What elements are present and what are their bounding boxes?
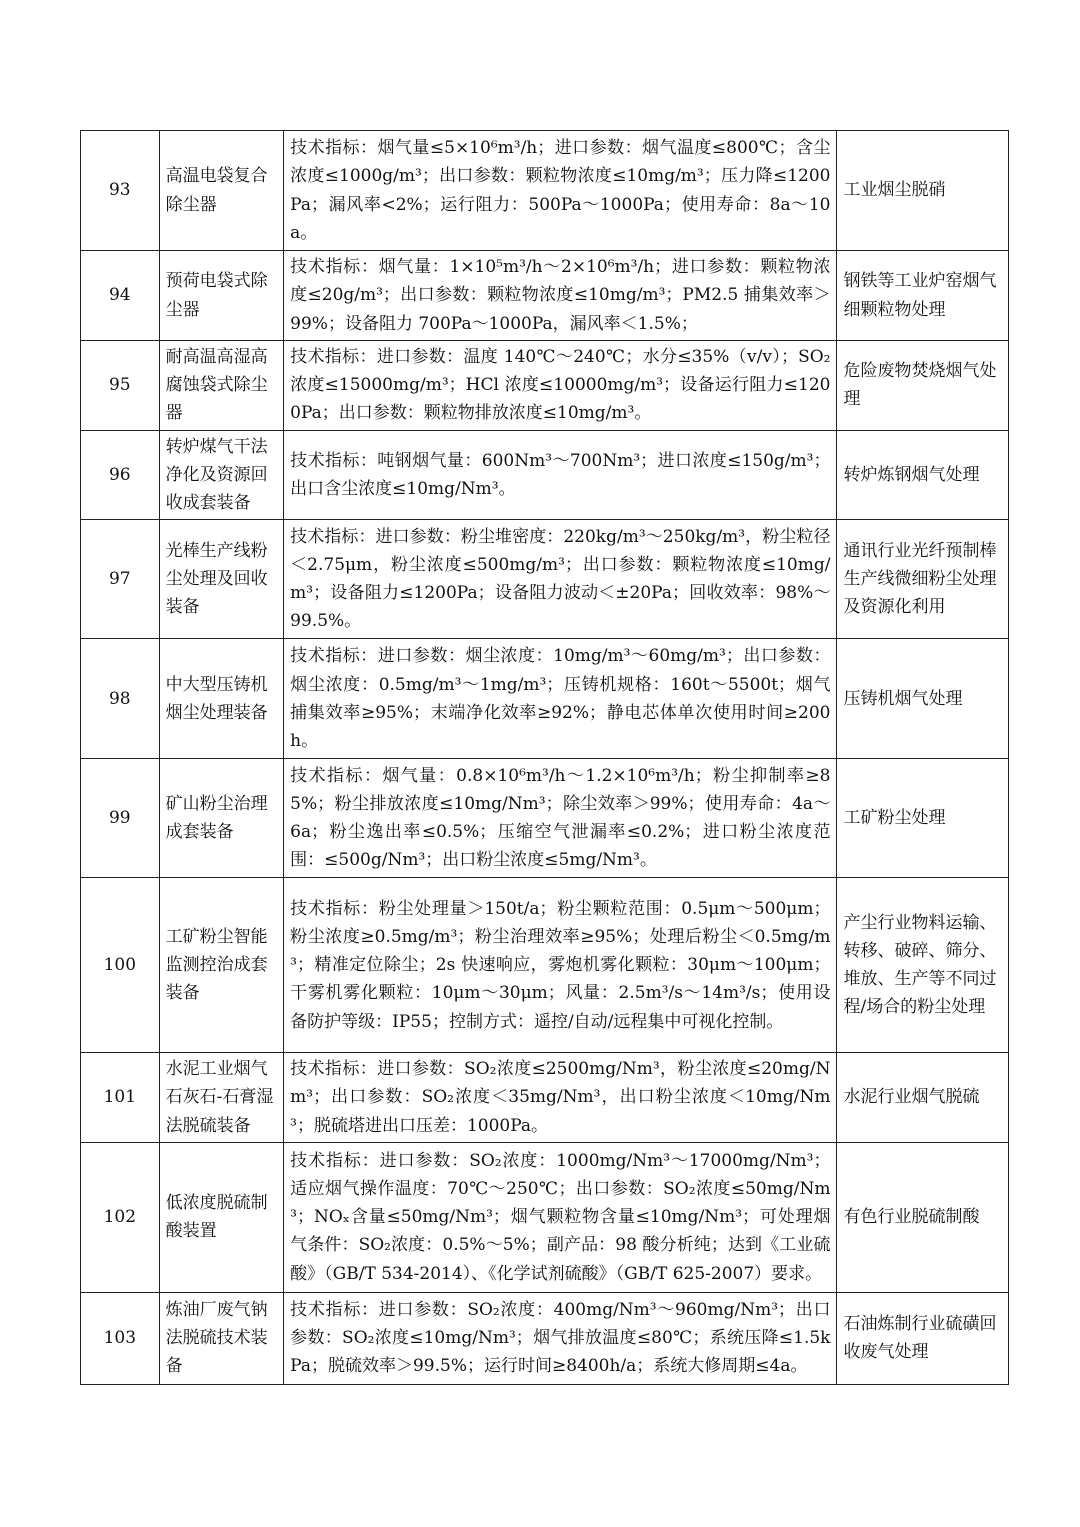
equipment-name: 耐高温高湿高腐蚀袋式除尘器 <box>159 341 284 431</box>
technical-indicators: 技术指标：烟气量≤5×10⁶m³/h；进口参数：烟气温度≤800℃；含尘浓度≤1000g/m³；出口参数：颗粒物浓度≤10mg/m³；压力降≤1200Pa；漏风率<2%；运行阻力：500Pa～1000Pa；使用寿命：8a～10a。 <box>284 131 837 251</box>
row-number: 93 <box>81 131 160 251</box>
row-number: 94 <box>81 251 160 341</box>
table-row <box>81 759 1009 878</box>
table-row <box>81 639 1009 759</box>
technical-indicators: 技术指标：烟气量：0.8×10⁶m³/h～1.2×10⁶m³/h；粉尘抑制率≥85%；粉尘排放浓度≤10mg/Nm³；除尘效率＞99%；使用寿命：4a～6a；粉尘逸出率≤0.5%；压缩空气泄漏率≤0.2%；进口粉尘浓度范围：≤500g/Nm³；出口粉尘浓度≤5mg/Nm³。 <box>284 759 837 878</box>
table-row <box>81 520 1009 639</box>
technical-indicators: 技术指标：粉尘处理量＞150t/a；粉尘颗粒范围：0.5μm～500μm；粉尘浓度≥0.5mg/m³；粉尘治理效率≥95%；处理后粉尘＜0.5mg/m³；精准定位除尘；2s 快速响应，雾炮机雾化颗粒：30μm～100μm；干雾机雾化颗粒：10μm～30μm；风量：2.5m³/s～14m³/s；使用设备防护等级：IP55；控制方式：遥控/自动/远程集中可视化控制。 <box>284 878 837 1053</box>
table-row <box>81 430 1009 520</box>
table-row <box>81 131 1009 251</box>
equipment-catalog-table <box>80 130 1009 1385</box>
table-row <box>81 878 1009 1053</box>
equipment-name: 矿山粉尘治理成套装备 <box>159 759 284 878</box>
application-field: 工矿粉尘处理 <box>837 759 1009 878</box>
row-number: 97 <box>81 520 160 639</box>
row-number: 98 <box>81 639 160 759</box>
table-body <box>81 131 1009 1385</box>
table-row <box>81 1142 1009 1292</box>
equipment-name: 水泥工业烟气石灰石-石膏湿法脱硫装备 <box>159 1053 284 1143</box>
application-field: 钢铁等工业炉窑烟气细颗粒物处理 <box>837 251 1009 341</box>
technical-indicators: 技术指标：吨钢烟气量：600Nm³～700Nm³；进口浓度≤150g/m³；出口含尘浓度≤10mg/Nm³。 <box>284 430 837 520</box>
equipment-name: 低浓度脱硫制酸装置 <box>159 1142 284 1292</box>
technical-indicators: 技术指标：进口参数：粉尘堆密度：220kg/m³～250kg/m³，粉尘粒径＜2.75μm，粉尘浓度≤500mg/m³；出口参数：颗粒物浓度≤10mg/m³；设备阻力≤1200Pa；设备阻力波动＜±20Pa；回收效率：98%～99.5%。 <box>284 520 837 639</box>
row-number: 96 <box>81 430 160 520</box>
row-number: 103 <box>81 1292 160 1384</box>
equipment-name: 预荷电袋式除尘器 <box>159 251 284 341</box>
table-row <box>81 341 1009 431</box>
row-number: 99 <box>81 759 160 878</box>
technical-indicators: 技术指标：进口参数：SO₂浓度：400mg/Nm³～960mg/Nm³；出口参数：SO₂浓度≤10mg/Nm³；烟气排放温度≤80℃；系统压降≤1.5kPa；脱硫效率＞99.5%；运行时间≥8400h/a；系统大修周期≤4a。 <box>284 1292 837 1384</box>
technical-indicators: 技术指标：进口参数：SO₂浓度：1000mg/Nm³～17000mg/Nm³；适应烟气操作温度：70℃～250℃；出口参数：SO₂浓度≤50mg/Nm³；NOₓ含量≤50mg/Nm³；烟气颗粒物含量≤10mg/Nm³；可处理烟气条件：SO₂浓度：0.5%～5%；副产品：98 酸分析纯；达到《工业硫酸》（GB/T 534-2014）、《化学试剂硫酸》（GB/T 625-2007）要求。 <box>284 1142 837 1292</box>
technical-indicators: 技术指标：烟气量：1×10⁵m³/h～2×10⁶m³/h；进口参数：颗粒物浓度≤20g/m³；出口参数：颗粒物浓度≤10mg/m³；PM2.5 捕集效率＞99%；设备阻力 700Pa～1000Pa，漏风率＜1.5%； <box>284 251 837 341</box>
application-field: 有色行业脱硫制酸 <box>837 1142 1009 1292</box>
row-number: 95 <box>81 341 160 431</box>
equipment-name: 高温电袋复合除尘器 <box>159 131 284 251</box>
table-row <box>81 1292 1009 1384</box>
application-field: 产尘行业物料运输、转移、破碎、筛分、堆放、生产等不同过程/场合的粉尘处理 <box>837 878 1009 1053</box>
equipment-name: 光棒生产线粉尘处理及回收装备 <box>159 520 284 639</box>
equipment-name: 工矿粉尘智能监测控治成套装备 <box>159 878 284 1053</box>
row-number: 101 <box>81 1053 160 1143</box>
technical-indicators: 技术指标：进口参数：SO₂浓度≤2500mg/Nm³，粉尘浓度≤20mg/Nm³；出口参数：SO₂浓度＜35mg/Nm³，出口粉尘浓度＜10mg/Nm³；脱硫塔进出口压差：1000Pa。 <box>284 1053 837 1143</box>
application-field: 石油炼制行业硫磺回收废气处理 <box>837 1292 1009 1384</box>
equipment-name: 中大型压铸机烟尘处理装备 <box>159 639 284 759</box>
equipment-name: 炼油厂废气钠法脱硫技术装备 <box>159 1292 284 1384</box>
application-field: 危险废物焚烧烟气处理 <box>837 341 1009 431</box>
application-field: 通讯行业光纤预制棒生产线微细粉尘处理及资源化利用 <box>837 520 1009 639</box>
application-field: 水泥行业烟气脱硫 <box>837 1053 1009 1143</box>
application-field: 压铸机烟气处理 <box>837 639 1009 759</box>
row-number: 102 <box>81 1142 160 1292</box>
table-row <box>81 251 1009 341</box>
equipment-name: 转炉煤气干法净化及资源回收成套装备 <box>159 430 284 520</box>
row-number: 100 <box>81 878 160 1053</box>
table-row <box>81 1053 1009 1143</box>
application-field: 工业烟尘脱硝 <box>837 131 1009 251</box>
technical-indicators: 技术指标：进口参数：烟尘浓度：10mg/m³～60mg/m³；出口参数：烟尘浓度：0.5mg/m³～1mg/m³；压铸机规格：160t～5500t；烟气捕集效率≥95%；末端净化效率≥92%；静电芯体单次使用时间≥200h。 <box>284 639 837 759</box>
application-field: 转炉炼钢烟气处理 <box>837 430 1009 520</box>
technical-indicators: 技术指标：进口参数：温度 140℃～240℃；水分≤35%（v/v）；SO₂浓度≤15000mg/m³；HCl 浓度≤10000mg/m³；设备运行阻力≤1200Pa；出口参数：颗粒物排放浓度≤10mg/m³。 <box>284 341 837 431</box>
